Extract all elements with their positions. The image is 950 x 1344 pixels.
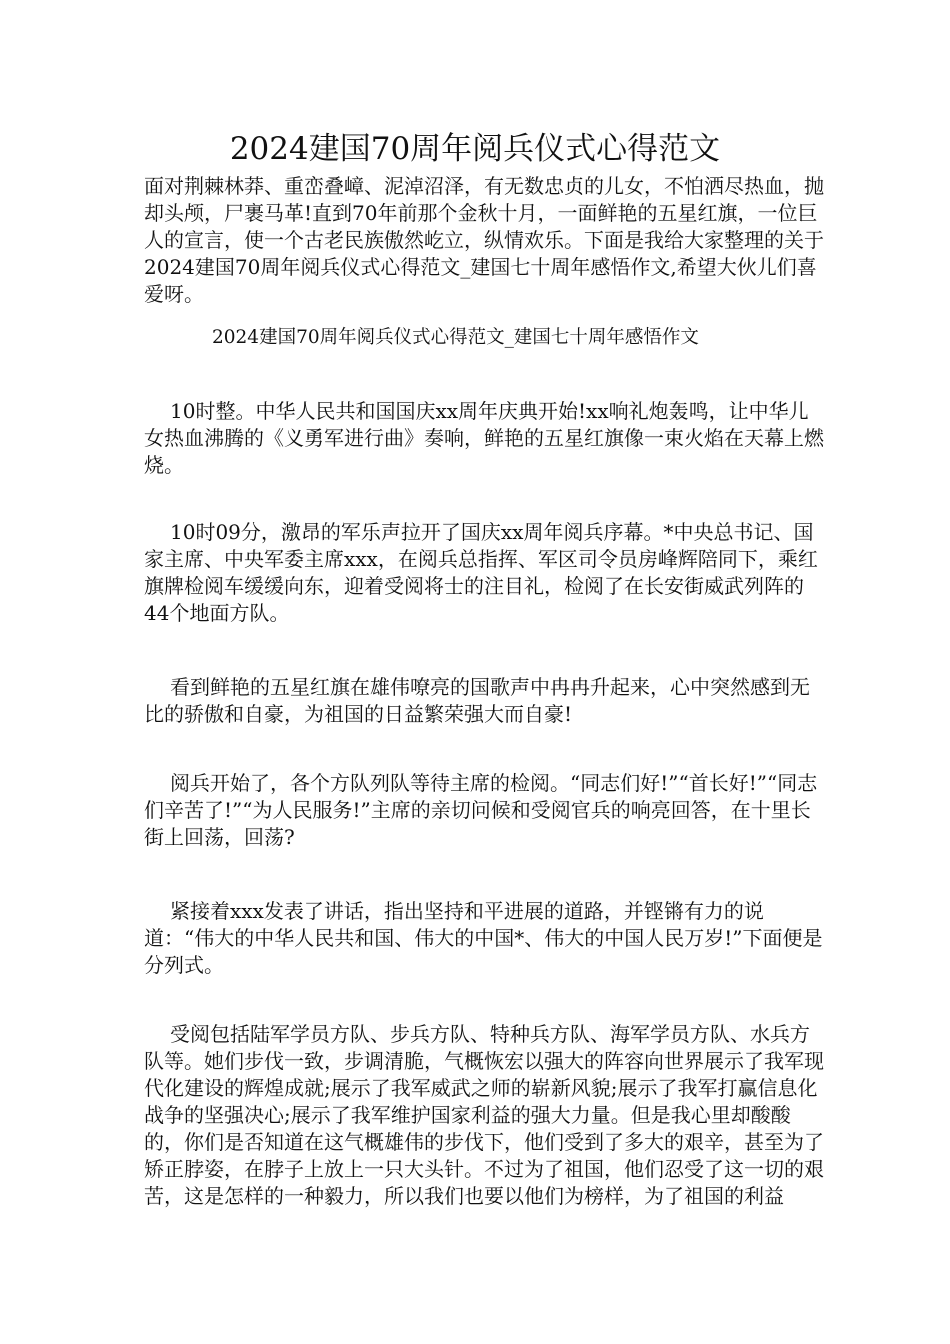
- document-subtitle: 2024建国70周年阅兵仪式心得范文_建国七十周年感悟作文: [212, 327, 699, 348]
- body-paragraph: 看到鲜艳的五星红旗在雄伟嘹亮的国歌声中冉冉升起来，心中突然感到无比的骄傲和自豪，为祖国的日益繁荣强大而自豪!: [144, 675, 810, 726]
- body-paragraph: 紧接着xxx发表了讲话，指出坚持和平进展的道路，并铿锵有力的说道：“伟大的中华人民共和国、伟大的中国*、伟大的中国人民万岁!”下面便是分列式。: [144, 899, 823, 977]
- intro-paragraph: 面对荆棘林莽、重峦叠嶂、泥淖沼泽，有无数忠贞的儿女，不怕洒尽热血，抛却头颅，尸裹马革!直到70年前那个金秋十月，一面鲜艳的五星红旗，一位巨人的宣言，使一个古老民族傲然屹立，纵情欢乐。下面是我给大家整理的关于2024建国70周年阅兵仪式心得范文_建国七十周年感悟作文,希望大伙儿们喜爱呀。: [144, 174, 824, 306]
- body-paragraph: 阅兵开始了，各个方队列队等待主席的检阅。“同志们好!”“首长好!”“同志们辛苦了!”“为人民服务!”主席的亲切问候和受阅官兵的响亮回答，在十里长街上回荡，回荡?: [144, 771, 818, 849]
- body-paragraph: 10时09分，激昂的军乐声拉开了国庆xx周年阅兵序幕。*中央总书记、国家主席、中央军委主席xxx，在阅兵总指挥、军区司令员房峰辉陪同下，乘红旗牌检阅车缓缓向东，迎着受阅将士的注目礼，检阅了在长安街威武列阵的44个地面方队。: [144, 520, 818, 625]
- document-title: 2024建国70周年阅兵仪式心得范文: [229, 131, 721, 167]
- body-paragraph: 10时整。中华人民共和国国庆xx周年庆典开始!xx响礼炮轰鸣，让中华儿女热血沸腾的《义勇军进行曲》奏响，鲜艳的五星红旗像一束火焰在天幕上燃烧。: [144, 399, 824, 477]
- body-paragraph: 受阅包括陆军学员方队、步兵方队、特种兵方队、海军学员方队、水兵方队等。她们步伐一致，步调清脆，气概恢宏以强大的阵容向世界展示了我军现代化建设的辉煌成就;展示了我军威武之师的崭新风貌;展示了我军打赢信息化战争的坚强决心;展示了我军维护国家利益的强大力量。但是我心里却酸酸的，你们是否知道在这气概雄伟的步伐下，他们受到了多大的艰辛，甚至为了矫正脖姿，在脖子上放上一只大头针。不过为了祖国，他们忍受了这一切的艰苦，这是怎样的一种毅力，所以我们也要以他们为榜样，为了祖国的利益: [144, 1022, 824, 1208]
